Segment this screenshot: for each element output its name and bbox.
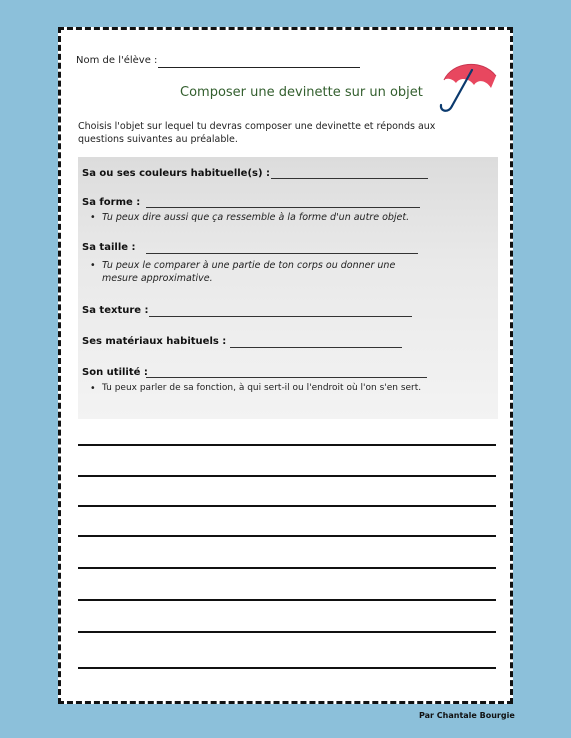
student-name-line	[158, 67, 360, 68]
hint-shape: • Tu peux dire aussi que ça ressemble à la forme d'un autre objet.	[90, 212, 410, 223]
author-credit: Par Chantale Bourgie	[419, 711, 515, 720]
writing-line	[78, 475, 496, 477]
student-name-label: Nom de l'élève :	[76, 55, 158, 66]
intro-text: Choisis l'objet sur lequel tu devras composer une devinette et réponds aux questions suivantes au préalable.	[78, 121, 436, 145]
question-texture: Sa texture :	[82, 305, 149, 316]
answer-line-materials	[230, 347, 402, 348]
answer-line-size	[146, 253, 418, 254]
answer-line-texture	[149, 316, 412, 317]
question-size: Sa taille :	[82, 242, 136, 253]
question-colors: Sa ou ses couleurs habituelle(s) :	[82, 168, 271, 179]
answer-line-shape	[146, 207, 420, 208]
question-utility: Son utilité :	[82, 367, 148, 378]
writing-line	[78, 444, 496, 446]
questions-panel	[78, 157, 498, 419]
writing-line	[78, 535, 496, 537]
answer-line-colors	[271, 178, 428, 179]
hint-utility: • Tu peux parler de sa fonction, à qui sert-il ou l'endroit où l'on s'en sert.	[90, 383, 422, 394]
writing-line	[78, 631, 496, 633]
hint-size: • Tu peux le comparer à une partie de ton corps ou donner une mesure approximative.	[90, 260, 396, 284]
writing-line	[78, 667, 496, 669]
question-shape: Sa forme :	[82, 197, 141, 208]
question-materials: Ses matériaux habituels :	[82, 336, 227, 347]
answer-line-utility	[146, 377, 427, 378]
writing-line	[78, 505, 496, 507]
page-title: Composer une devinette sur un objet	[180, 85, 423, 100]
writing-line	[78, 599, 496, 601]
writing-line	[78, 567, 496, 569]
umbrella-icon	[434, 58, 500, 118]
